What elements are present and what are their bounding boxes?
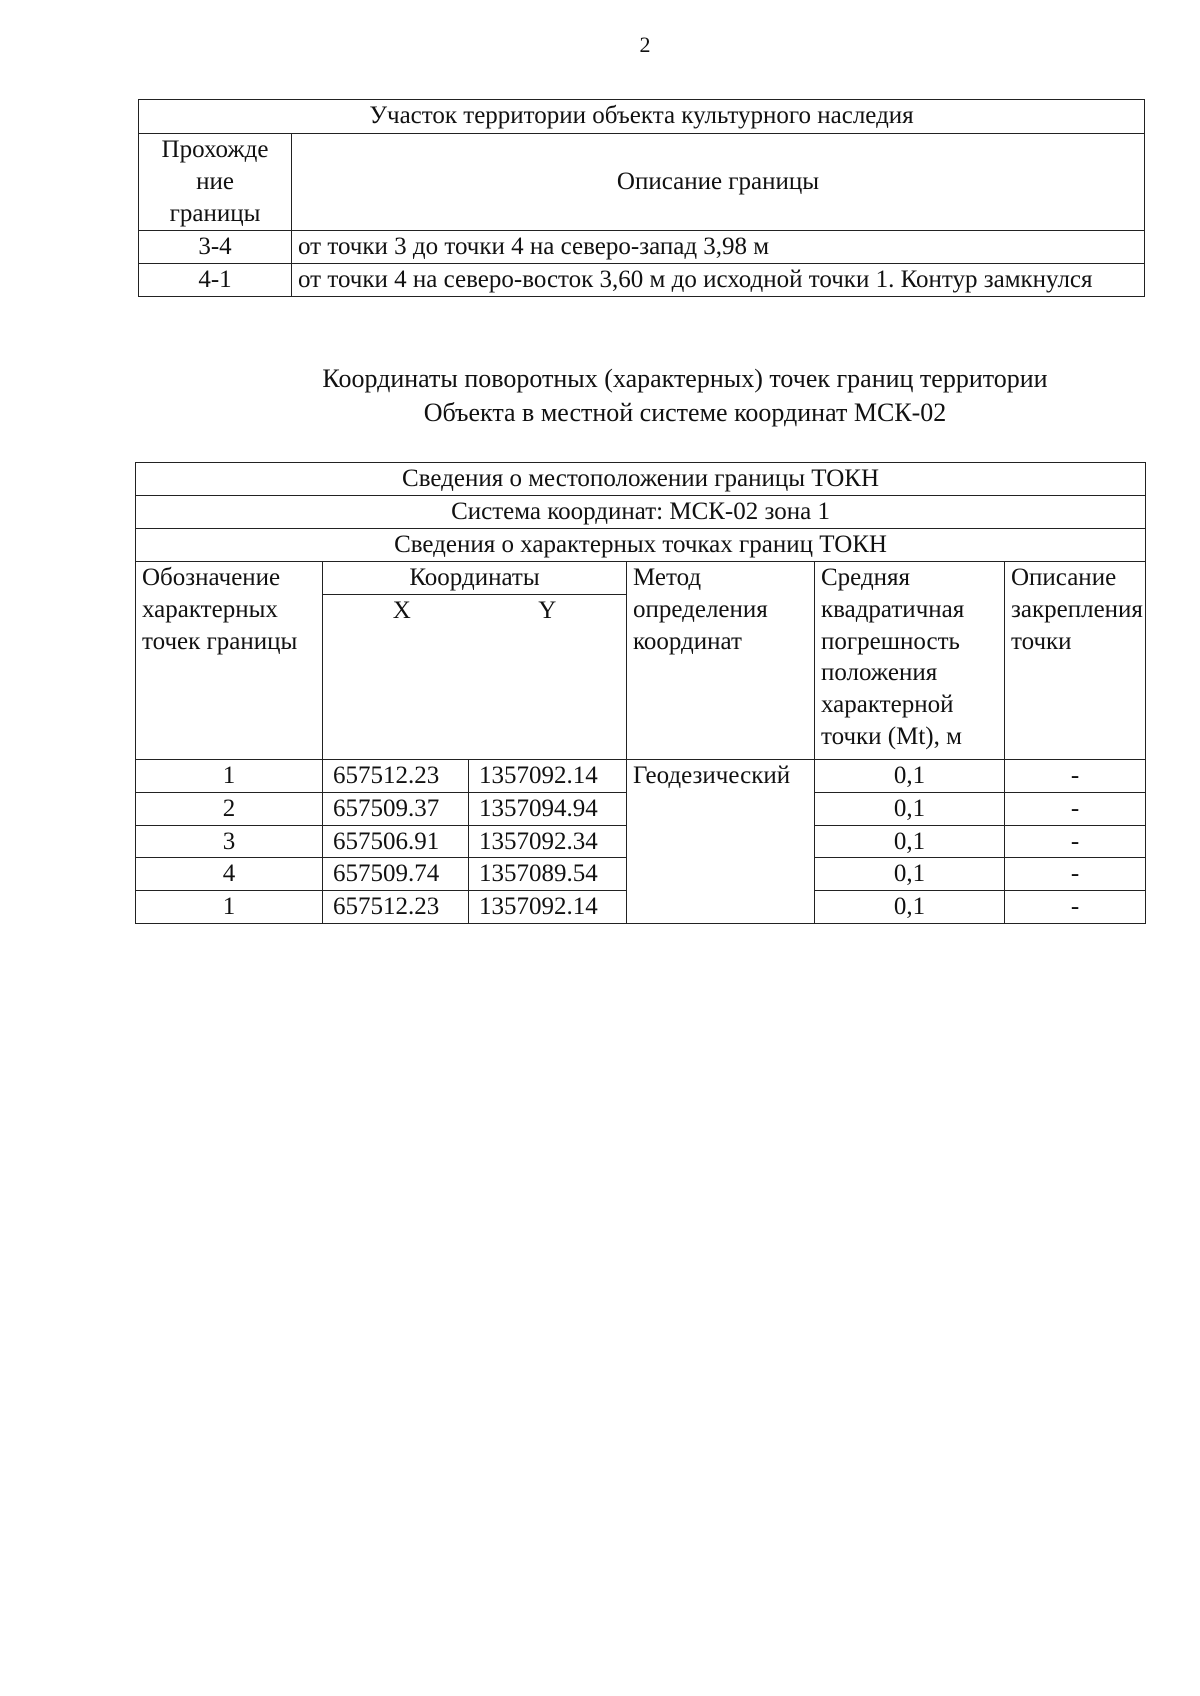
col-xy-labels [329,595,620,627]
coords-table-title: Сведения о местоположении границы ТОКН [136,463,1146,496]
col-y-label: Y [538,596,557,624]
point-id: 2 [136,792,323,825]
point-error: 0,1 [815,760,1005,793]
point-y: 1357092.14 [469,760,627,793]
boundary-code-header-line: границы [169,199,261,227]
coords-system-title: Система координат: МСК-02 зона 1 [136,496,1146,529]
point-id: 1 [136,760,323,793]
point-y: 1357092.14 [469,891,627,924]
col-fixing-header: Описание закрепления точки [1005,562,1146,760]
col-point-header: Обозначение характерных точек границы [136,562,323,760]
point-id: 1 [136,891,323,924]
boundary-code: 3-4 [139,231,292,264]
point-fixing: - [1005,792,1146,825]
col-method-header: Метод определения координат [627,562,815,760]
method-value: Геодезический [627,760,815,924]
point-y: 1357089.54 [469,858,627,891]
point-error: 0,1 [815,792,1005,825]
coords-heading-line2: Объекта в местной системе координат МСК-02 [423,397,947,427]
col-x-label: X [392,596,411,624]
table-row [139,231,1145,264]
coords-points-title: Сведения о характерных точках границ ТОКН [136,529,1146,562]
boundary-code-header-line: ние [196,167,234,195]
point-x: 657509.37 [323,792,469,825]
point-x: 657509.74 [323,858,469,891]
point-id: 3 [136,825,323,858]
table-row [139,263,1145,296]
point-y: 1357092.34 [469,825,627,858]
point-fixing: - [1005,825,1146,858]
boundary-code: 4-1 [139,263,292,296]
point-error: 0,1 [815,858,1005,891]
point-x: 657506.91 [323,825,469,858]
point-fixing: - [1005,858,1146,891]
boundary-description: от точки 3 до точки 4 на северо-запад 3,98 м [292,231,1145,264]
point-x: 657512.23 [323,891,469,924]
col-error-header: Средняя квадратичная погрешность положения характерной точки (Mt), м [815,562,1005,760]
boundary-table-title: Участок территории объекта культурного наследия [139,100,1145,134]
point-error: 0,1 [815,891,1005,924]
point-x: 657512.23 [323,760,469,793]
coords-table [135,462,1146,924]
point-fixing: - [1005,891,1146,924]
coords-heading-line1: Координаты поворотных (характерных) точек границ территории [322,364,1048,393]
boundary-description: от точки 4 на северо-восток 3,60 м до исходной точки 1. Контур замкнулся [292,263,1145,296]
point-error: 0,1 [815,825,1005,858]
boundary-table [138,99,1145,297]
point-y: 1357094.94 [469,792,627,825]
coords-heading [270,362,1100,430]
page-number: 2 [639,32,651,57]
boundary-code-header-line: Прохожде [161,136,269,163]
boundary-desc-header: Описание границы [292,134,1145,231]
point-id: 4 [136,858,323,891]
point-fixing: - [1005,760,1146,793]
col-coords-header [323,562,627,760]
boundary-code-header [139,134,292,231]
col-coords-label: Координаты [323,562,626,595]
table-row [136,760,1146,793]
